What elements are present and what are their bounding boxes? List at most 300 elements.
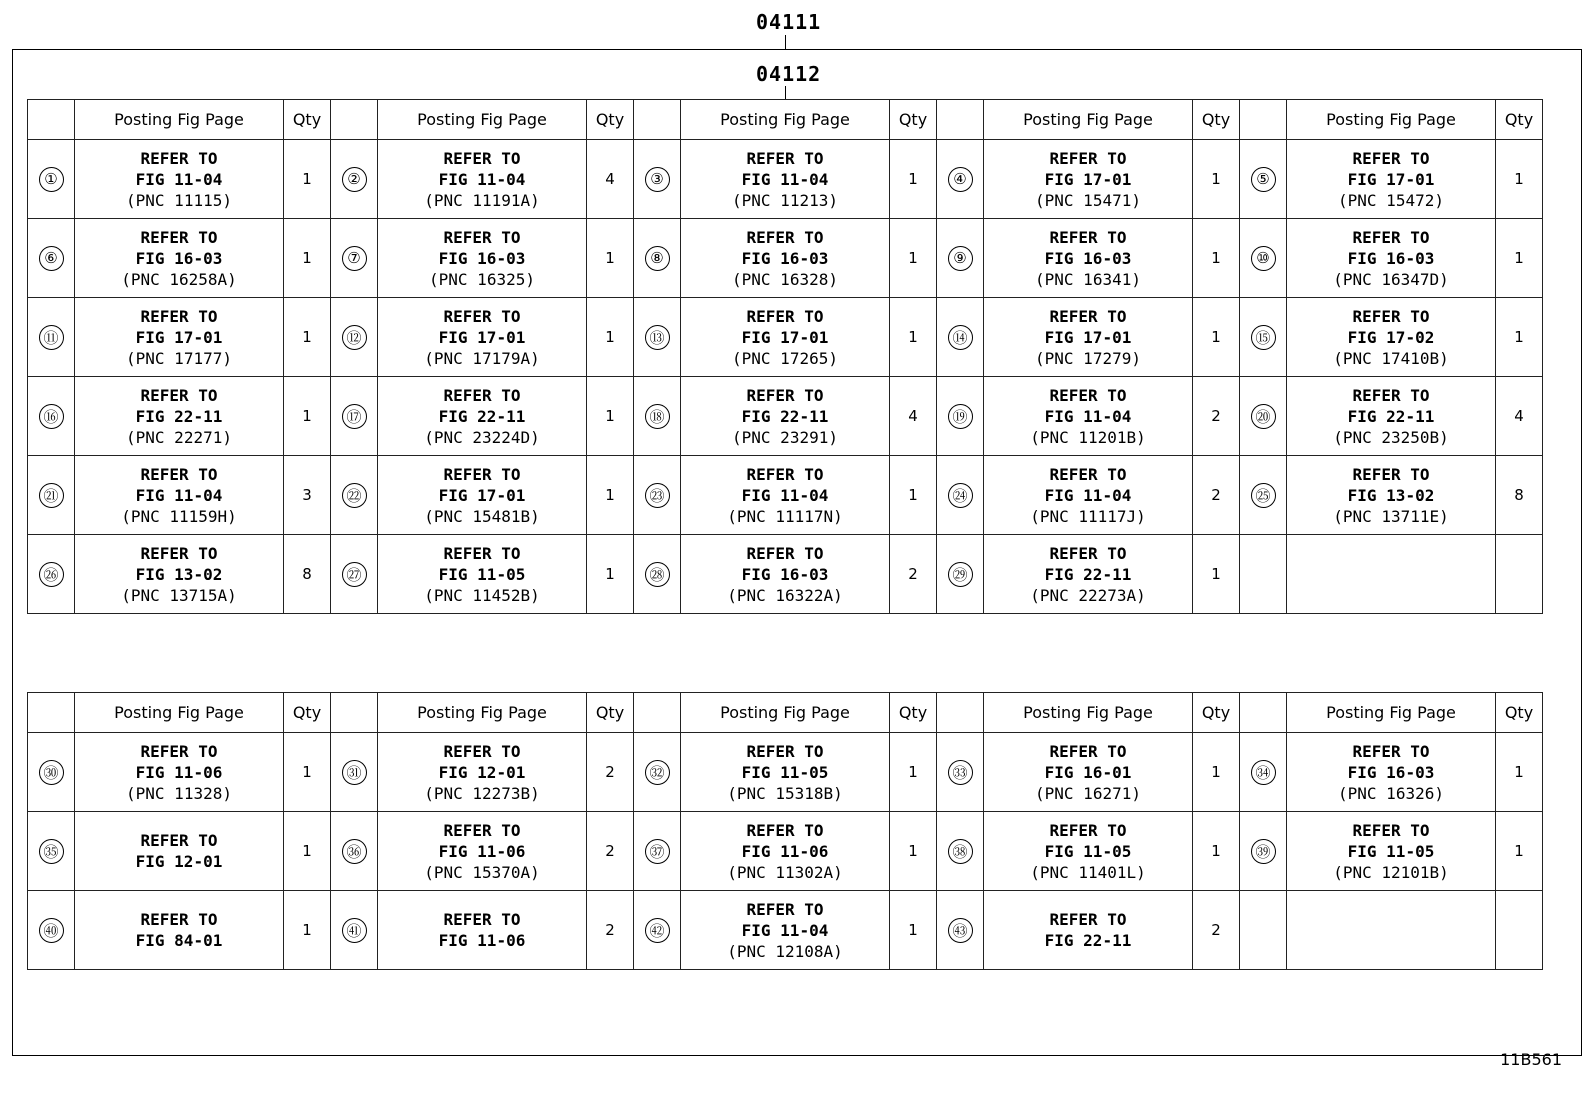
reference-line: FIG 11-04 — [1044, 485, 1132, 505]
item-number-cell — [634, 377, 681, 456]
quantity-cell: 2 — [1193, 456, 1240, 535]
reference-line: REFER TO — [746, 464, 824, 484]
reference-line: (PNC 23224D) — [424, 427, 540, 447]
reference-line: REFER TO — [1049, 910, 1127, 929]
item-number: ⑩ — [1251, 246, 1276, 271]
reference-line: FIG 11-05 — [438, 564, 526, 584]
header-row — [28, 693, 1543, 733]
table-row — [28, 733, 1543, 812]
table-row — [28, 812, 1543, 891]
reference-line: FIG 11-05 — [1044, 841, 1132, 861]
reference-line: (PNC 12273B) — [424, 783, 540, 803]
reference-line: (PNC 15481B) — [424, 506, 540, 526]
reference-line: FIG 17-01 — [741, 327, 829, 347]
header-number-cell — [634, 693, 681, 733]
header-qty: Qty — [1496, 693, 1543, 733]
reference-line: REFER TO — [746, 148, 824, 168]
item-number: ㉜ — [645, 760, 670, 785]
reference-line: REFER TO — [1049, 306, 1127, 326]
item-number-cell — [634, 456, 681, 535]
item-number: ㊳ — [948, 839, 973, 864]
reference-line: REFER TO — [746, 385, 824, 405]
item-number-cell — [28, 298, 75, 377]
table-row — [28, 298, 1543, 377]
header-number-cell — [331, 100, 378, 140]
quantity-cell: 1 — [587, 377, 634, 456]
posting-reference-cell — [681, 733, 890, 812]
item-number-cell — [634, 140, 681, 219]
quantity-cell: 1 — [284, 812, 331, 891]
header-number-cell — [331, 693, 378, 733]
posting-reference-cell — [681, 219, 890, 298]
reference-line: FIG 16-01 — [1044, 762, 1132, 782]
reference-line: REFER TO — [140, 227, 218, 247]
reference-line: FIG 11-04 — [741, 920, 829, 940]
reference-line: REFER TO — [443, 741, 521, 761]
item-number-cell — [331, 140, 378, 219]
posting-reference-cell — [1287, 140, 1496, 219]
header-number-cell — [28, 100, 75, 140]
item-number: ㊸ — [948, 918, 973, 943]
posting-reference-cell — [378, 377, 587, 456]
item-number-cell — [937, 812, 984, 891]
assembly-code-inner: 04112 — [756, 62, 822, 86]
item-number-cell — [937, 891, 984, 970]
reference-line: REFER TO — [443, 148, 521, 168]
posting-reference-cell — [681, 812, 890, 891]
item-number-cell — [634, 298, 681, 377]
reference-line: REFER TO — [746, 227, 824, 247]
header-number-cell — [1240, 100, 1287, 140]
posting-reference-cell — [75, 812, 284, 891]
quantity-cell: 1 — [1496, 812, 1543, 891]
reference-line: FIG 13-02 — [1347, 485, 1435, 505]
item-number-cell — [1240, 733, 1287, 812]
quantity-cell: 2 — [1193, 891, 1240, 970]
item-number-cell — [28, 219, 75, 298]
item-number-cell — [28, 456, 75, 535]
posting-reference-cell — [378, 812, 587, 891]
header-qty: Qty — [587, 693, 634, 733]
reference-line: REFER TO — [1352, 464, 1430, 484]
item-number-cell — [634, 733, 681, 812]
item-number-cell — [1240, 812, 1287, 891]
posting-reference-cell — [681, 456, 890, 535]
item-number: ㉖ — [39, 562, 64, 587]
header-posting: Posting Fig Page — [378, 100, 587, 140]
reference-line: REFER TO — [746, 741, 824, 761]
quantity-cell: 2 — [1193, 377, 1240, 456]
reference-line: FIG 11-04 — [438, 169, 526, 189]
reference-line: REFER TO — [746, 543, 824, 563]
item-number: ⑨ — [948, 246, 973, 271]
posting-reference-cell — [1287, 891, 1496, 970]
header-number-cell — [1240, 693, 1287, 733]
item-number: ⑬ — [645, 325, 670, 350]
reference-line: (PNC 12101B) — [1333, 862, 1449, 882]
reference-line: FIG 17-01 — [438, 485, 526, 505]
reference-line: FIG 22-11 — [135, 406, 223, 426]
quantity-cell: 1 — [1496, 219, 1543, 298]
posting-reference-cell — [984, 535, 1193, 614]
reference-line: (PNC 23291) — [732, 427, 838, 447]
reference-line: REFER TO — [1049, 820, 1127, 840]
posting-reference-cell — [378, 140, 587, 219]
item-number: ㉘ — [645, 562, 670, 587]
reference-line: REFER TO — [140, 385, 218, 405]
reference-line: FIG 16-03 — [1044, 248, 1132, 268]
reference-line: REFER TO — [1352, 385, 1430, 405]
reference-line: FIG 16-03 — [1347, 248, 1435, 268]
reference-line: REFER TO — [140, 148, 218, 168]
item-number: ⑱ — [645, 404, 670, 429]
reference-line: FIG 11-04 — [1044, 406, 1132, 426]
quantity-cell: 1 — [890, 456, 937, 535]
reference-line: REFER TO — [443, 820, 521, 840]
item-number: ⑪ — [39, 325, 64, 350]
posting-reference-cell — [378, 891, 587, 970]
reference-line: (PNC 16347D) — [1333, 269, 1449, 289]
reference-line: (PNC 16322A) — [727, 585, 843, 605]
reference-line: (PNC 16328) — [732, 269, 838, 289]
posting-reference-cell — [681, 298, 890, 377]
reference-line: FIG 11-04 — [135, 485, 223, 505]
quantity-cell: 3 — [284, 456, 331, 535]
posting-reference-cell — [984, 140, 1193, 219]
posting-reference-cell — [984, 891, 1193, 970]
reference-table-2 — [27, 692, 1543, 970]
quantity-cell: 1 — [1193, 812, 1240, 891]
quantity-cell: 1 — [890, 140, 937, 219]
quantity-cell: 2 — [587, 733, 634, 812]
item-number: ㉒ — [342, 483, 367, 508]
reference-line: REFER TO — [1352, 306, 1430, 326]
posting-reference-cell — [1287, 812, 1496, 891]
header-qty: Qty — [587, 100, 634, 140]
reference-line: FIG 22-11 — [1347, 406, 1435, 426]
quantity-cell — [1496, 535, 1543, 614]
quantity-cell: 1 — [284, 733, 331, 812]
reference-line: FIG 16-03 — [741, 248, 829, 268]
reference-line: (PNC 16341) — [1035, 269, 1141, 289]
item-number: ⑯ — [39, 404, 64, 429]
header-number-cell — [634, 100, 681, 140]
quantity-cell: 2 — [890, 535, 937, 614]
reference-line: REFER TO — [1352, 741, 1430, 761]
reference-line: FIG 11-06 — [438, 931, 526, 950]
item-number-cell — [1240, 219, 1287, 298]
reference-line: (PNC 16326) — [1338, 783, 1444, 803]
posting-reference-cell — [1287, 298, 1496, 377]
leader-line-inner — [785, 86, 786, 99]
item-number-cell — [937, 535, 984, 614]
reference-line: FIG 17-01 — [1044, 327, 1132, 347]
header-qty: Qty — [890, 693, 937, 733]
reference-line: REFER TO — [1049, 464, 1127, 484]
reference-line: REFER TO — [1049, 741, 1127, 761]
table-row — [28, 377, 1543, 456]
header-posting: Posting Fig Page — [378, 693, 587, 733]
reference-line: REFER TO — [1352, 820, 1430, 840]
header-posting: Posting Fig Page — [984, 100, 1193, 140]
posting-reference-cell — [378, 219, 587, 298]
item-number: ⑰ — [342, 404, 367, 429]
posting-reference-cell — [378, 456, 587, 535]
reference-line: REFER TO — [443, 306, 521, 326]
item-number-cell — [331, 298, 378, 377]
reference-line: FIG 16-03 — [135, 248, 223, 268]
item-number: ⑦ — [342, 246, 367, 271]
reference-line: FIG 17-01 — [1347, 169, 1435, 189]
item-number: ㉗ — [342, 562, 367, 587]
item-number-cell — [331, 733, 378, 812]
reference-line: (PNC 11159H) — [121, 506, 237, 526]
reference-line: FIG 13-02 — [135, 564, 223, 584]
quantity-cell: 4 — [587, 140, 634, 219]
header-posting: Posting Fig Page — [681, 693, 890, 733]
reference-line: (PNC 11302A) — [727, 862, 843, 882]
quantity-cell: 1 — [284, 298, 331, 377]
quantity-cell: 1 — [1496, 298, 1543, 377]
reference-line: (PNC 15471) — [1035, 190, 1141, 210]
item-number: ㊴ — [1251, 839, 1276, 864]
item-number: ㉟ — [39, 839, 64, 864]
quantity-cell: 1 — [1193, 140, 1240, 219]
quantity-cell: 1 — [1193, 219, 1240, 298]
quantity-cell: 1 — [284, 219, 331, 298]
item-number-cell — [634, 219, 681, 298]
reference-line: REFER TO — [140, 831, 218, 850]
reference-line: (PNC 11117N) — [727, 506, 843, 526]
item-number-cell — [28, 377, 75, 456]
item-number-cell — [1240, 456, 1287, 535]
item-number: ㉕ — [1251, 483, 1276, 508]
reference-line: REFER TO — [1049, 385, 1127, 405]
reference-line: (PNC 11117J) — [1030, 506, 1146, 526]
quantity-cell: 1 — [587, 219, 634, 298]
reference-line: REFER TO — [1352, 148, 1430, 168]
quantity-cell: 4 — [890, 377, 937, 456]
quantity-cell: 1 — [890, 812, 937, 891]
posting-reference-cell — [75, 891, 284, 970]
header-qty: Qty — [1193, 693, 1240, 733]
reference-line: REFER TO — [1049, 543, 1127, 563]
item-number: ㊱ — [342, 839, 367, 864]
quantity-cell: 1 — [1193, 535, 1240, 614]
item-number-cell — [331, 219, 378, 298]
posting-reference-cell — [1287, 733, 1496, 812]
reference-line: FIG 22-11 — [1044, 564, 1132, 584]
posting-reference-cell — [984, 812, 1193, 891]
reference-line: (PNC 11401L) — [1030, 862, 1146, 882]
header-posting: Posting Fig Page — [75, 100, 284, 140]
table-row — [28, 891, 1543, 970]
posting-reference-cell — [984, 733, 1193, 812]
reference-line: REFER TO — [1352, 227, 1430, 247]
reference-line: FIG 22-11 — [741, 406, 829, 426]
reference-line: (PNC 16258A) — [121, 269, 237, 289]
item-number: ④ — [948, 167, 973, 192]
header-qty: Qty — [284, 693, 331, 733]
item-number: ⑫ — [342, 325, 367, 350]
posting-reference-cell — [1287, 219, 1496, 298]
reference-line: (PNC 11213) — [732, 190, 838, 210]
item-number-cell — [331, 377, 378, 456]
header-posting: Posting Fig Page — [1287, 100, 1496, 140]
reference-line: (PNC 17265) — [732, 348, 838, 368]
reference-line: REFER TO — [140, 464, 218, 484]
reference-line: REFER TO — [1049, 227, 1127, 247]
posting-reference-cell — [681, 535, 890, 614]
item-number: ② — [342, 167, 367, 192]
quantity-cell — [1496, 891, 1543, 970]
item-number: ⑧ — [645, 246, 670, 271]
item-number: ㉑ — [39, 483, 64, 508]
quantity-cell: 4 — [1496, 377, 1543, 456]
reference-line: REFER TO — [746, 899, 824, 919]
reference-line: (PNC 15370A) — [424, 862, 540, 882]
header-number-cell — [937, 100, 984, 140]
header-qty: Qty — [890, 100, 937, 140]
quantity-cell: 2 — [587, 891, 634, 970]
reference-line: (PNC 15472) — [1338, 190, 1444, 210]
reference-line: FIG 16-03 — [1347, 762, 1435, 782]
figure-id: 11B561 — [1500, 1050, 1562, 1069]
reference-line: REFER TO — [443, 543, 521, 563]
header-row — [28, 100, 1543, 140]
item-number-cell — [28, 733, 75, 812]
item-number: ㉙ — [948, 562, 973, 587]
item-number-cell — [28, 140, 75, 219]
quantity-cell: 1 — [284, 891, 331, 970]
posting-reference-cell — [75, 535, 284, 614]
item-number: ㉛ — [342, 760, 367, 785]
header-posting: Posting Fig Page — [75, 693, 284, 733]
assembly-code-outer: 04111 — [756, 10, 822, 34]
reference-line: FIG 17-01 — [438, 327, 526, 347]
item-number-cell — [634, 812, 681, 891]
table-row — [28, 140, 1543, 219]
item-number: ㊲ — [645, 839, 670, 864]
posting-reference-cell — [1287, 456, 1496, 535]
reference-line: (PNC 23250B) — [1333, 427, 1449, 447]
reference-table-1 — [27, 99, 1543, 614]
reference-line: (PNC 17410B) — [1333, 348, 1449, 368]
reference-line: (PNC 22271) — [126, 427, 232, 447]
reference-line: REFER TO — [140, 306, 218, 326]
reference-line: (PNC 22273A) — [1030, 585, 1146, 605]
quantity-cell: 1 — [890, 219, 937, 298]
item-number: ㊷ — [645, 918, 670, 943]
posting-reference-cell — [984, 219, 1193, 298]
item-number-cell — [937, 140, 984, 219]
reference-line: FIG 22-11 — [1044, 931, 1132, 950]
quantity-cell: 1 — [1193, 733, 1240, 812]
reference-line: REFER TO — [746, 820, 824, 840]
item-number-cell — [28, 812, 75, 891]
reference-line: (PNC 17177) — [126, 348, 232, 368]
item-number-cell — [331, 535, 378, 614]
table-row — [28, 535, 1543, 614]
posting-reference-cell — [681, 140, 890, 219]
reference-line: FIG 16-03 — [438, 248, 526, 268]
reference-line: FIG 84-01 — [135, 931, 223, 950]
header-qty: Qty — [1496, 100, 1543, 140]
posting-reference-cell — [75, 298, 284, 377]
reference-line: FIG 11-04 — [741, 485, 829, 505]
quantity-cell: 8 — [284, 535, 331, 614]
item-number: ③ — [645, 167, 670, 192]
reference-line: FIG 17-01 — [135, 327, 223, 347]
reference-line: (PNC 13715A) — [121, 585, 237, 605]
quantity-cell: 1 — [284, 140, 331, 219]
reference-line: FIG 17-02 — [1347, 327, 1435, 347]
item-number: ㉞ — [1251, 760, 1276, 785]
reference-line: (PNC 11452B) — [424, 585, 540, 605]
posting-reference-cell — [1287, 535, 1496, 614]
posting-reference-cell — [378, 298, 587, 377]
reference-line: FIG 17-01 — [1044, 169, 1132, 189]
item-number: ⑳ — [1251, 404, 1276, 429]
quantity-cell: 1 — [587, 535, 634, 614]
reference-line: (PNC 17279) — [1035, 348, 1141, 368]
reference-line: (PNC 16271) — [1035, 783, 1141, 803]
item-number-cell — [634, 535, 681, 614]
item-number-cell — [937, 219, 984, 298]
reference-line: (PNC 12108A) — [727, 941, 843, 961]
posting-reference-cell — [378, 535, 587, 614]
quantity-cell: 1 — [890, 891, 937, 970]
reference-line: FIG 11-04 — [741, 169, 829, 189]
reference-line: REFER TO — [443, 227, 521, 247]
reference-line: FIG 11-06 — [135, 762, 223, 782]
posting-reference-cell — [984, 456, 1193, 535]
reference-line: REFER TO — [140, 741, 218, 761]
quantity-cell: 1 — [890, 733, 937, 812]
posting-reference-cell — [1287, 377, 1496, 456]
item-number: ⑮ — [1251, 325, 1276, 350]
header-qty: Qty — [1193, 100, 1240, 140]
table-row — [28, 219, 1543, 298]
posting-reference-cell — [75, 377, 284, 456]
posting-reference-cell — [75, 456, 284, 535]
item-number-cell — [937, 733, 984, 812]
item-number-cell — [331, 891, 378, 970]
quantity-cell: 1 — [1496, 140, 1543, 219]
item-number-cell — [1240, 377, 1287, 456]
reference-line: REFER TO — [443, 385, 521, 405]
item-number: ㉓ — [645, 483, 670, 508]
header-posting: Posting Fig Page — [1287, 693, 1496, 733]
reference-line: FIG 11-05 — [1347, 841, 1435, 861]
posting-reference-cell — [681, 377, 890, 456]
reference-line: FIG 12-01 — [135, 852, 223, 871]
item-number: ⑤ — [1251, 167, 1276, 192]
quantity-cell: 2 — [587, 812, 634, 891]
header-number-cell — [937, 693, 984, 733]
reference-line: (PNC 16325) — [429, 269, 535, 289]
reference-line: (PNC 13711E) — [1333, 506, 1449, 526]
item-number: ⑭ — [948, 325, 973, 350]
item-number-cell — [1240, 298, 1287, 377]
header-posting: Posting Fig Page — [681, 100, 890, 140]
posting-reference-cell — [681, 891, 890, 970]
reference-line: FIG 11-06 — [438, 841, 526, 861]
posting-reference-cell — [75, 219, 284, 298]
item-number: ⑥ — [39, 246, 64, 271]
quantity-cell: 1 — [890, 298, 937, 377]
item-number-cell — [937, 456, 984, 535]
